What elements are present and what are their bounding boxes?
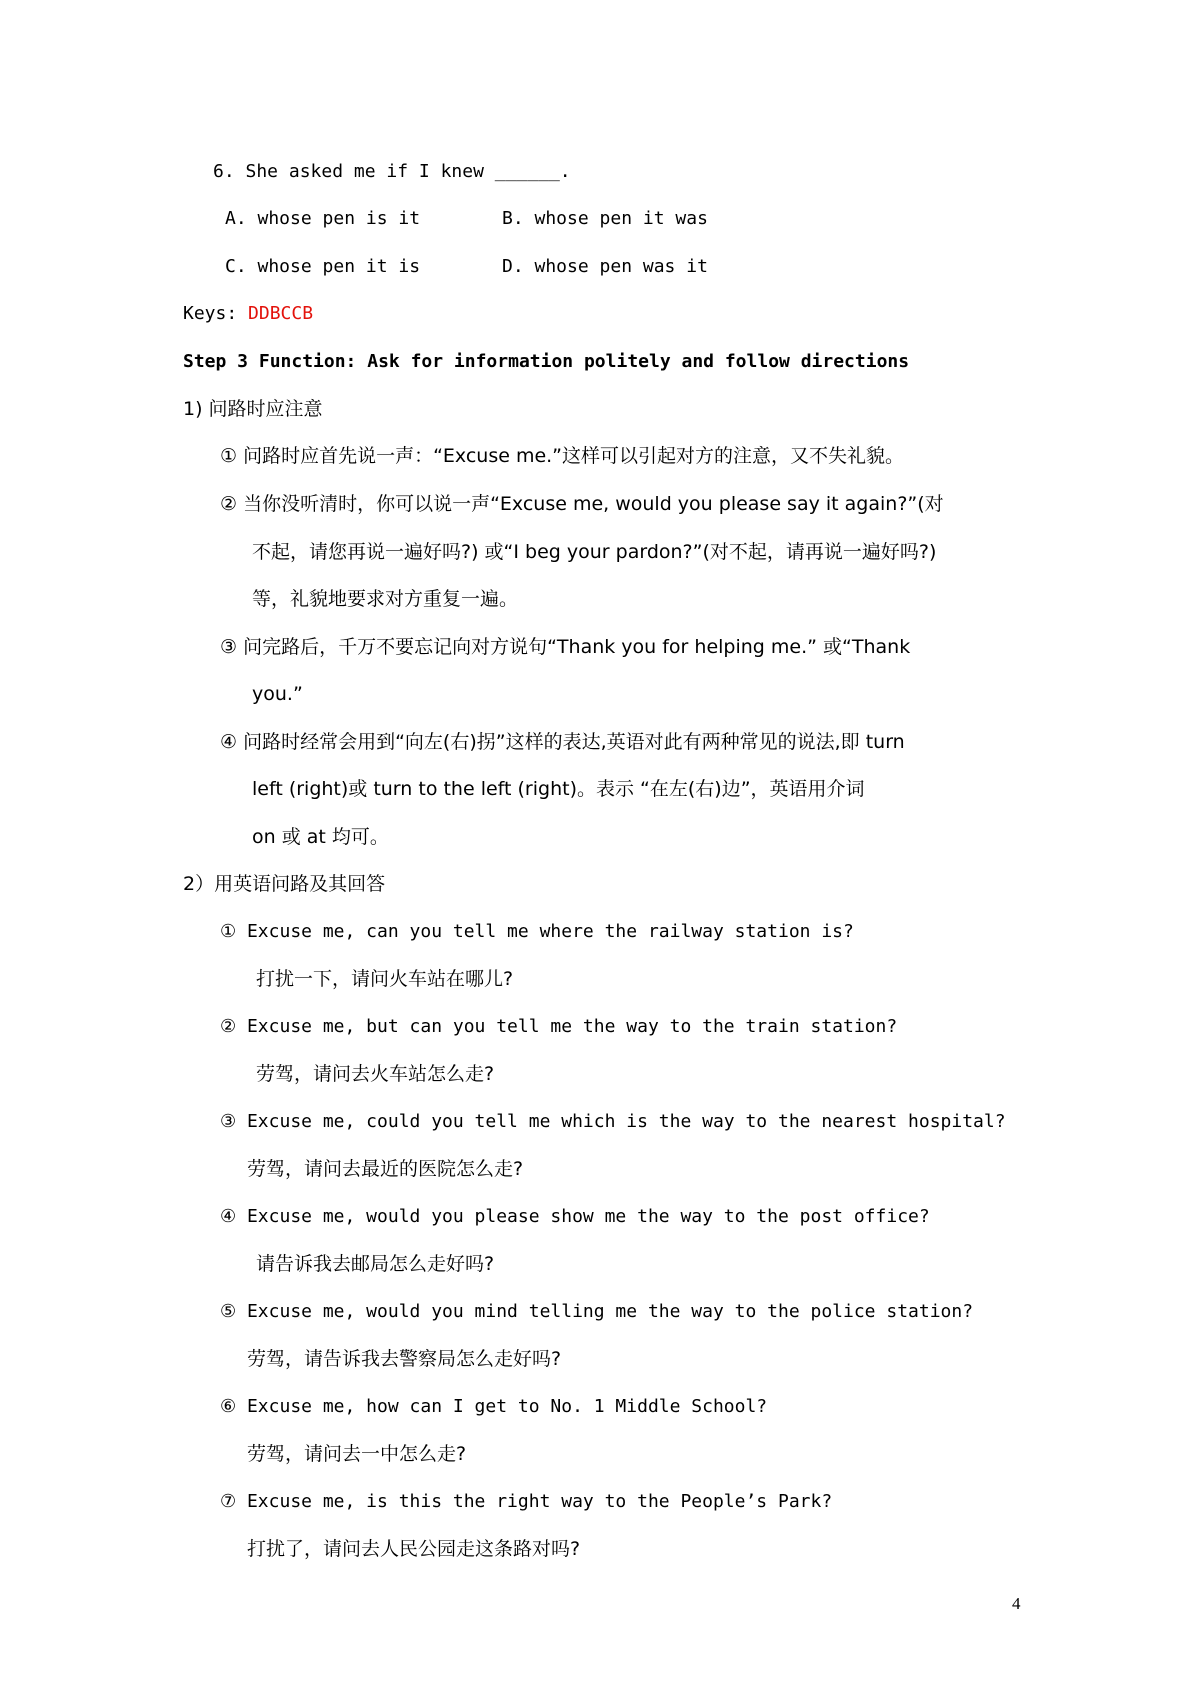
section2-title: 2）用英语问路及其回答	[183, 873, 386, 895]
tip-line: 不起，请您再说一遍好吗?) 或“I beg your pardon?”(对不起，请再说一遍好吗?)	[252, 541, 937, 563]
option-d: D. whose pen was it	[502, 256, 708, 277]
phrase-chinese: 劳驾，请告诉我去警察局怎么走好吗?	[247, 1348, 562, 1370]
phrase-english: ② Excuse me, but can you tell me the way to the train station?	[220, 1016, 898, 1037]
tip-line: ④ 问路时经常会用到“向左(右)拐”这样的表达,英语对此有两种常见的说法,即 turn	[220, 731, 905, 753]
step3-heading: Step 3 Function: Ask for information politely and follow directions	[183, 351, 910, 372]
tip-line: left (right)或 turn to the left (right)。表示 “在左(右)边”，英语用介词	[252, 778, 865, 800]
tip-line: ② 当你没听清时，你可以说一声“Excuse me, would you please say it again?”(对	[220, 493, 944, 515]
phrase-english: ⑦ Excuse me, is this the right way to the People’s Park?	[220, 1491, 833, 1512]
phrase-chinese: 请告诉我去邮局怎么走好吗?	[256, 1253, 495, 1275]
phrase-chinese: 劳驾，请问去一中怎么走?	[247, 1443, 467, 1465]
phrase-english: ① Excuse me, can you tell me where the railway station is?	[220, 921, 854, 942]
option-b: B. whose pen it was	[502, 208, 708, 229]
option-c: C. whose pen it is	[225, 256, 421, 277]
phrase-english: ③ Excuse me, could you tell me which is the way to the nearest hospital?	[220, 1111, 1006, 1132]
tip-line: you.”	[252, 683, 303, 705]
phrase-chinese: 劳驾，请问去火车站怎么走?	[256, 1063, 495, 1085]
keys-value: DDBCCB	[248, 303, 314, 324]
page-number: 4	[1012, 1594, 1021, 1613]
option-a: A. whose pen is it	[225, 208, 421, 229]
phrase-chinese: 打扰一下，请问火车站在哪儿?	[256, 968, 514, 990]
section1-title: 1) 问路时应注意	[183, 398, 323, 420]
phrase-chinese: 打扰了，请问去人民公园走这条路对吗?	[247, 1538, 581, 1560]
phrase-chinese: 劳驾，请问去最近的医院怎么走?	[247, 1158, 524, 1180]
phrase-english: ⑥ Excuse me, how can I get to No. 1 Middle School?	[220, 1396, 768, 1417]
question-stem: 6. She asked me if I knew ______.	[213, 161, 571, 182]
phrase-english: ⑤ Excuse me, would you mind telling me the way to the police station?	[220, 1301, 974, 1322]
tip-line: ③ 问完路后，千万不要忘记向对方说句“Thank you for helping me.” 或“Thank	[220, 636, 911, 658]
tip-line: ① 问路时应首先说一声：“Excuse me.”这样可以引起对方的注意，又不失礼貌。	[220, 445, 905, 467]
tip-line: 等，礼貌地要求对方重复一遍。	[252, 588, 519, 610]
answer-keys	[183, 302, 313, 326]
keys-label: Keys:	[183, 303, 249, 324]
phrase-english: ④ Excuse me, would you please show me the way to the post office?	[220, 1206, 930, 1227]
tip-line: on 或 at 均可。	[252, 826, 389, 848]
